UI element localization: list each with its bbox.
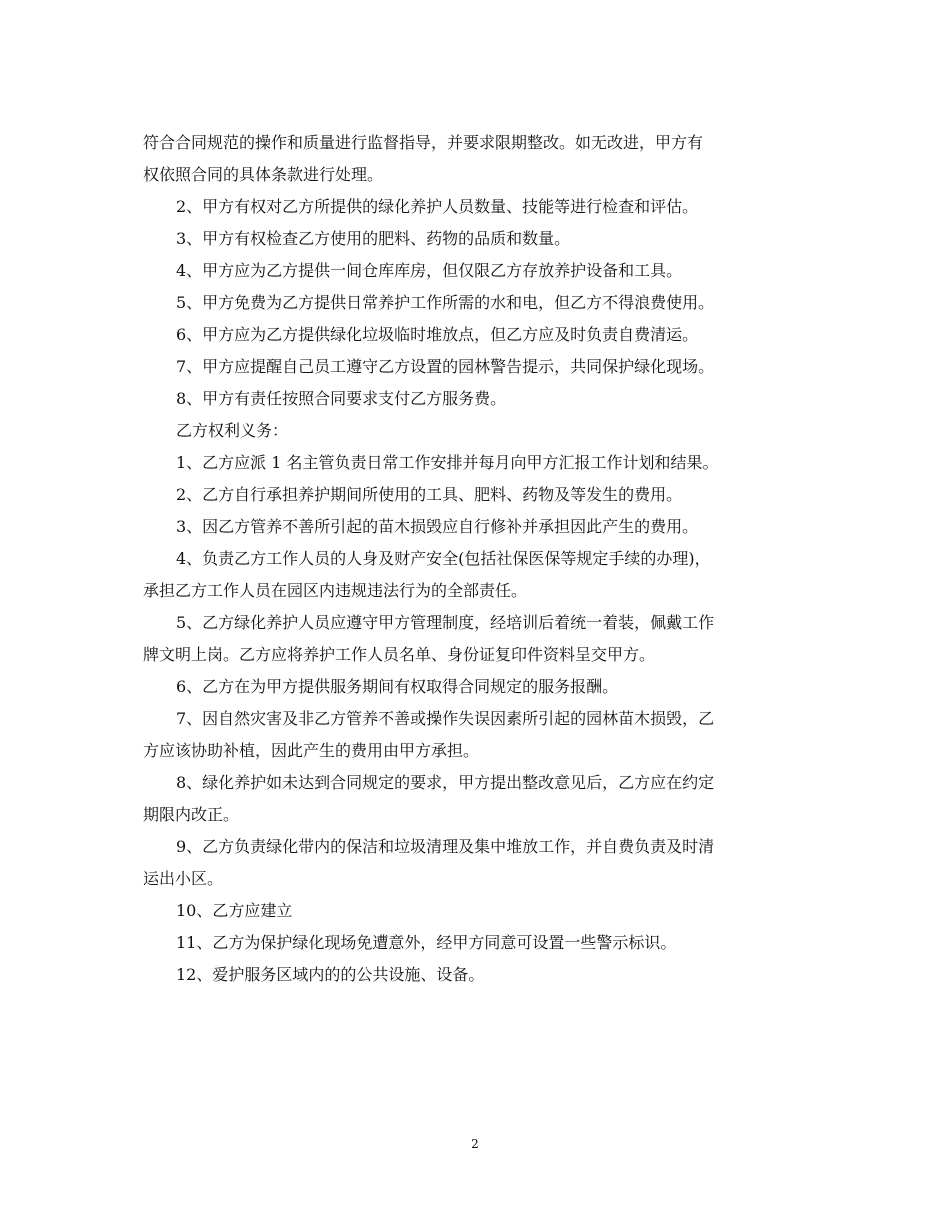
clause-item: 12、爱护服务区域内的的公共设施、设备。 — [176, 965, 485, 984]
clause-item: 3、因乙方管养不善所引起的苗木损毁应自行修补并承担因此产生的费用。 — [176, 517, 699, 536]
clause-item: 5、乙方绿化养护人员应遵守甲方管理制度，经培训后着统一着装，佩戴工作 — [176, 613, 715, 632]
clause-item: 4、负责乙方工作人员的人身及财产安全(包括社保医保等规定手续的办理)， — [176, 549, 711, 568]
clause-item: 9、乙方负责绿化带内的保洁和垃圾清理及集中堆放工作，并自费负责及时清 — [176, 837, 715, 856]
text-line: 权依照合同的具体条款进行处理。 — [143, 165, 384, 184]
clause-item: 7、因自然灾害及非乙方管养不善或操作失误因素所引起的园林苗木损毁，乙 — [176, 709, 715, 728]
clause-item: 11、乙方为保护绿化现场免遭意外，经甲方同意可设置一些警示标识。 — [176, 933, 677, 952]
clause-item: 2、甲方有权对乙方所提供的绿化养护人员数量、技能等进行检查和评估。 — [176, 197, 699, 216]
page-number: 2 — [471, 1137, 479, 1151]
text-line: 牌文明上岗。乙方应将养护工作人员名单、身份证复印件资料呈交甲方。 — [143, 645, 656, 664]
text-line: 承担乙方工作人员在园区内违规违法行为的全部责任。 — [143, 581, 528, 600]
text-line: 运出小区。 — [143, 869, 224, 888]
clause-item: 5、甲方免费为乙方提供日常养护工作所需的水和电，但乙方不得浪费使用。 — [176, 293, 715, 312]
text-line: 方应该协助补植，因此产生的费用由甲方承担。 — [143, 741, 480, 760]
clause-item: 6、甲方应为乙方提供绿化垃圾临时堆放点，但乙方应及时负责自费清运。 — [176, 325, 699, 344]
section-heading: 乙方权利义务： — [176, 421, 289, 440]
clause-item: 3、甲方有权检查乙方使用的肥料、药物的品质和数量。 — [176, 229, 571, 248]
clause-item: 8、甲方有责任按照合同要求支付乙方服务费。 — [176, 389, 507, 408]
clause-item: 10、乙方应建立 — [176, 901, 293, 920]
text-line: 符合合同规范的操作和质量进行监督指导，并要求限期整改。如无改进，甲方有 — [143, 133, 704, 152]
clause-item: 4、甲方应为乙方提供一间仓库库房，但仅限乙方存放养护设备和工具。 — [176, 261, 683, 280]
clause-item: 8、绿化养护如未达到合同规定的要求，甲方提出整改意见后，乙方应在约定 — [176, 773, 715, 792]
clause-item: 6、乙方在为甲方提供服务期间有权取得合同规定的服务报酬。 — [176, 677, 619, 696]
clause-item: 1、乙方应派 1 名主管负责日常工作安排并每月向甲方汇报工作计划和结果。 — [176, 453, 719, 472]
clause-item: 2、乙方自行承担养护期间所使用的工具、肥料、药物及等发生的费用。 — [176, 485, 683, 504]
text-line: 期限内改正。 — [143, 805, 240, 824]
document-body — [143, 127, 808, 991]
clause-item: 7、甲方应提醒自己员工遵守乙方设置的园林警告提示，共同保护绿化现场。 — [176, 357, 715, 376]
